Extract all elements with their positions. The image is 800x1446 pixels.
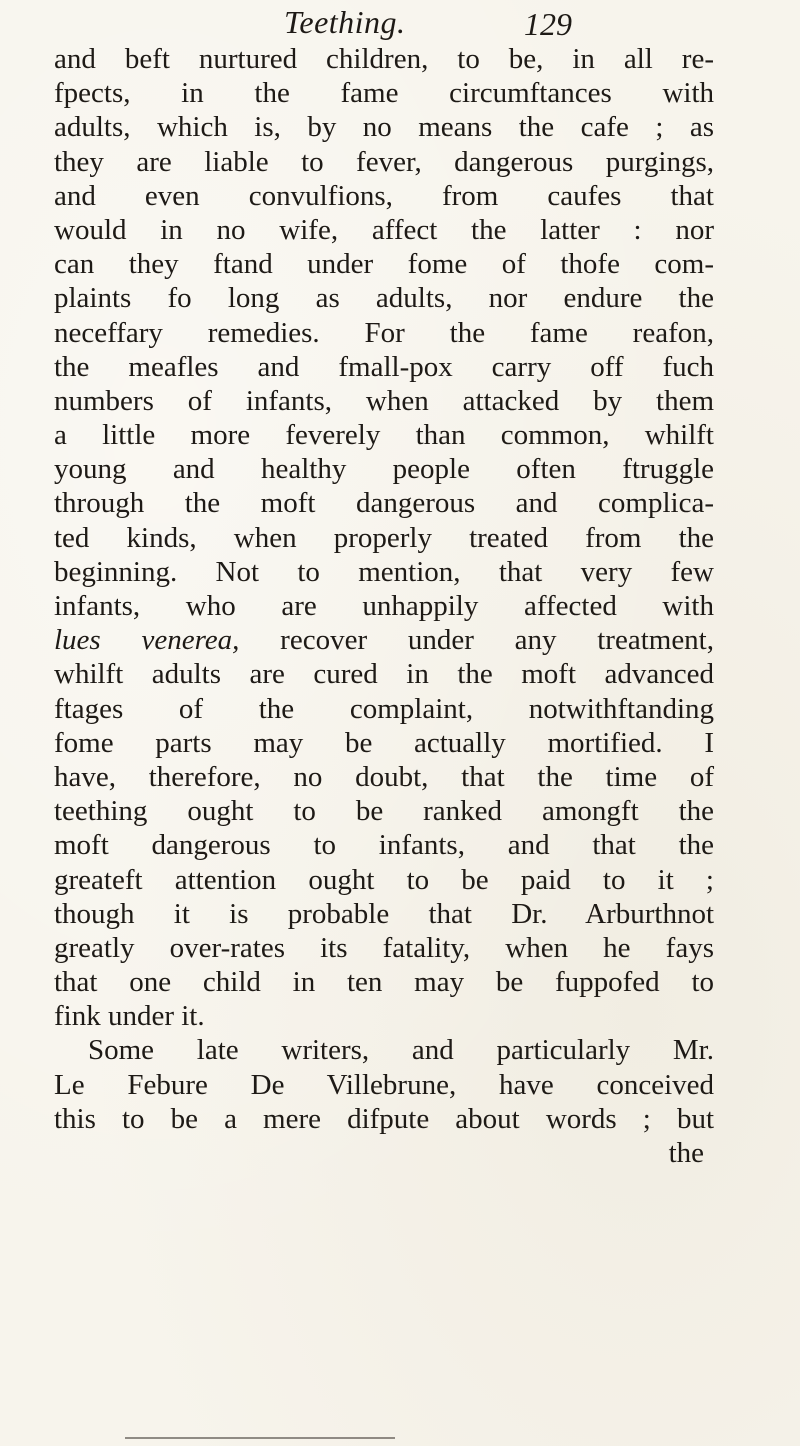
text-line: moft dangerous to infants, and that the bbox=[54, 829, 714, 862]
text-line: would in no wife, affect the latter : nor bbox=[54, 213, 714, 246]
paragraph-start-line: Some late writers, and particularly Mr. bbox=[88, 1034, 714, 1067]
running-title: Teething. bbox=[284, 4, 406, 40]
italic-phrase: lues venerea, bbox=[54, 624, 240, 657]
text-line: a little more feverely than common, whilft bbox=[54, 419, 714, 452]
text-line: through the moft dangerous and complica- bbox=[54, 487, 714, 520]
text-line: though it is probable that Dr. Arburthnot bbox=[54, 897, 714, 930]
text-line: and beft nurtured children, to be, in all re- bbox=[54, 43, 714, 75]
page-number: 129 bbox=[524, 6, 572, 42]
text-line: that one child in ten may be fuppofed to bbox=[54, 966, 714, 999]
text-line: whilft adults are cured in the moft advanced bbox=[54, 658, 714, 691]
running-head bbox=[0, 4, 800, 44]
text-line: plaints fo long as adults, nor endure the bbox=[54, 282, 714, 315]
text-line: this to be a mere difpute about words ; but bbox=[54, 1102, 714, 1135]
text-line-rest: recover under any treatment, bbox=[280, 624, 714, 657]
text-line: infants, who are unhappily affected with bbox=[54, 590, 714, 622]
text-line: fome parts may be actually mortified. I bbox=[54, 726, 714, 759]
text-line: the meafles and fmall-pox carry off fuch bbox=[54, 350, 714, 383]
text-line: they are liable to fever, dangerous purgings, bbox=[54, 145, 714, 178]
text-line: numbers of infants, when attacked by them bbox=[54, 384, 714, 417]
text-line: young and healthy people often ftruggle bbox=[54, 453, 714, 486]
text-line: greatly over-rates its fatality, when he fays bbox=[54, 931, 714, 964]
text-line: ted kinds, when properly treated from the bbox=[54, 521, 714, 554]
text-line: adults, which is, by no means the cafe ; as bbox=[54, 111, 714, 144]
text-line: can they ftand under fome of thofe com- bbox=[54, 248, 714, 281]
text-line: have, therefore, no doubt, that the time of bbox=[54, 760, 714, 793]
text-line-with-italic bbox=[54, 623, 714, 657]
text-line: fink under it. bbox=[54, 1000, 205, 1033]
text-line: teething ought to be ranked amongft the bbox=[54, 795, 714, 828]
text-line: neceffary remedies. For the fame reafon, bbox=[54, 316, 714, 349]
text-line: ftages of the complaint, notwithftanding bbox=[54, 692, 714, 725]
text-line: fpects, in the fame circumftances with bbox=[54, 77, 714, 110]
text-line: and even convulfions, from caufes that bbox=[54, 179, 714, 212]
page-edge-rule bbox=[125, 1437, 395, 1439]
text-line: greateft attention ought to be paid to it ; bbox=[54, 863, 714, 896]
catchword: the bbox=[668, 1137, 704, 1169]
text-line: Le Febure De Villebrune, have conceived bbox=[54, 1068, 714, 1101]
text-line: beginning. Not to mention, that very few bbox=[54, 555, 714, 588]
body-text bbox=[54, 42, 714, 1170]
